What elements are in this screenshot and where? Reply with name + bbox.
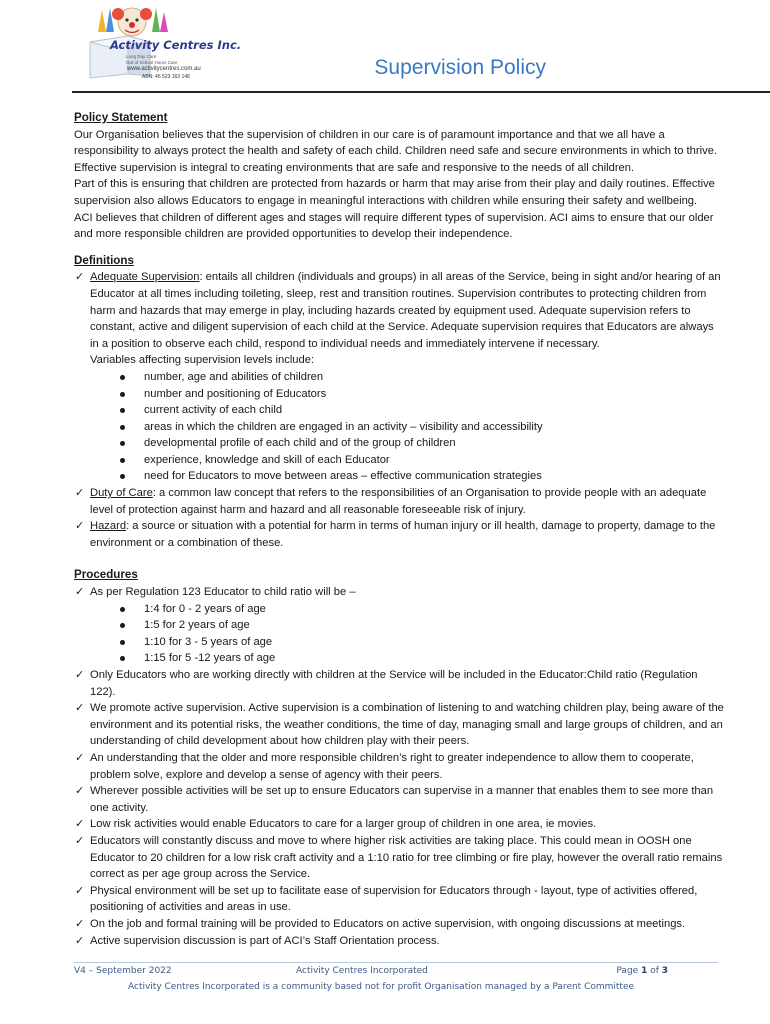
bullet-icon bbox=[120, 474, 125, 479]
procedure-text: Physical environment will be set up to facilitate ease of supervision for Educators through - layout, type of activities offered, positioning of activities and areas in use. bbox=[90, 884, 698, 914]
checkmark-icon: ✓ bbox=[75, 833, 85, 847]
checkmark-icon: ✓ bbox=[75, 750, 85, 764]
logo-tagline bbox=[126, 54, 178, 66]
procedure-item bbox=[74, 816, 724, 833]
checkmark-icon: ✓ bbox=[75, 668, 85, 681]
list-item bbox=[120, 601, 724, 618]
procedure-item bbox=[74, 667, 724, 700]
footer-version: V4 – September 2022 bbox=[74, 966, 172, 976]
bullet-icon bbox=[120, 458, 125, 463]
page-header bbox=[0, 0, 770, 96]
policy-paragraph: Our Organisation believes that the supervision of children in our care is of paramount importance and that we all have a responsibility to always protect the health and safety of each child. Children need safe and secure environments in which to thrive. Effective supervision is integral to creating environments that are safe and responsive to the needs of all children. bbox=[74, 128, 718, 174]
ratio-text: 1:5 for 2 years of age bbox=[144, 619, 250, 632]
document-body bbox=[74, 110, 724, 949]
checkmark-icon: ✓ bbox=[75, 883, 85, 897]
definition-duty-of-care bbox=[74, 485, 724, 518]
footer-row bbox=[74, 966, 718, 980]
definition-term: Adequate Supervision bbox=[90, 271, 200, 284]
bullet-icon bbox=[120, 623, 125, 628]
variable-text: experience, knowledge and skill of each Educator bbox=[144, 453, 390, 466]
ratio-list bbox=[120, 601, 724, 667]
procedure-item bbox=[74, 700, 724, 750]
procedure-item bbox=[74, 750, 724, 783]
ratio-text: 1:15 for 5 -12 years of age bbox=[144, 652, 276, 665]
definition-text: : a source or situation with a potential for harm in terms of human injury or ill health, damage to property, damage to the environment or a combination of these. bbox=[90, 520, 716, 549]
checkmark-icon: ✓ bbox=[75, 270, 85, 284]
list-item bbox=[120, 435, 724, 452]
policy-paragraph: Part of this is ensuring that children are protected from hazards or harm that may arise from their play and daily routines. Effective supervision also allows Educators to engage in meaningful interactions with children while ensuring their safety and wellbeing. bbox=[74, 178, 715, 207]
logo-tagline-1: Long Day Care bbox=[126, 54, 157, 59]
procedure-text: On the job and formal training will be provided to Educators on active supervision, with ongoing discussions at meetings. bbox=[90, 917, 686, 930]
procedure-text: Educators will constantly discuss and move to where higher risk activities are taking place. This could mean in OOSH one Educator to 20 children for a low risk craft activity and a 1:10 ratio for tree climbing or fire play, however the overall ratio remains correct as per age group across the Service. bbox=[90, 834, 723, 881]
logo-url: www.activitycentres.com.au bbox=[127, 66, 201, 72]
procedure-ratio bbox=[74, 584, 724, 667]
variable-text: areas in which the children are engaged in an activity – visibility and accessibility bbox=[144, 420, 543, 433]
checkmark-icon: ✓ bbox=[75, 701, 85, 715]
logo-tagline-2: Out of School Hours Care bbox=[126, 60, 178, 65]
procedure-item bbox=[74, 883, 724, 916]
bullet-icon bbox=[120, 408, 125, 413]
procedure-item bbox=[74, 916, 724, 933]
bullet-icon bbox=[120, 607, 125, 612]
header-divider bbox=[72, 91, 770, 93]
list-item bbox=[120, 402, 724, 419]
definitions-heading: Definitions bbox=[74, 253, 134, 267]
definition-hazard bbox=[74, 518, 724, 551]
variables-list bbox=[120, 369, 724, 485]
list-item bbox=[120, 369, 724, 386]
bullet-icon bbox=[120, 441, 125, 446]
policy-statement-heading: Policy Statement bbox=[74, 111, 168, 124]
variable-text: number and positioning of Educators bbox=[144, 387, 327, 400]
footer-note: Activity Centres Incorporated is a community based not for profit Organisation managed by a Parent Committee bbox=[128, 982, 635, 992]
list-item bbox=[120, 468, 724, 485]
list-item bbox=[120, 386, 724, 403]
procedure-text: We promote active supervision. Active supervision is a combination of listening to and watching children play, being aware of the environment and its potential risks, the weather conditions, the time of day, managing small and large groups of children, and an understanding of child development about how children play with their peers. bbox=[90, 702, 724, 748]
definition-adequate-supervision bbox=[74, 269, 724, 485]
company-logo bbox=[80, 2, 250, 86]
footer-org: Activity Centres Incorporated bbox=[296, 966, 428, 976]
ratio-text: 1:4 for 0 - 2 years of age bbox=[144, 602, 266, 615]
list-item bbox=[120, 650, 724, 667]
bullet-icon bbox=[120, 656, 125, 661]
page-current: 1 bbox=[641, 966, 648, 976]
procedure-item bbox=[74, 833, 724, 883]
variables-intro: Variables affecting supervision levels include: bbox=[90, 354, 315, 367]
list-item bbox=[120, 419, 724, 436]
procedure-text: Wherever possible activities will be set up to ensure Educators can supervise in a manner that enables them to see more than one activity. bbox=[90, 785, 714, 814]
variable-text: current activity of each child bbox=[144, 404, 283, 417]
page-total: 3 bbox=[661, 966, 668, 976]
checkmark-icon: ✓ bbox=[75, 486, 85, 500]
procedure-item bbox=[74, 933, 724, 950]
page-of: of bbox=[647, 966, 662, 976]
checkmark-icon: ✓ bbox=[75, 784, 85, 798]
list-item bbox=[120, 634, 724, 651]
ratio-text: 1:10 for 3 - 5 years of age bbox=[144, 635, 273, 648]
procedure-text: Active supervision discussion is part of ACI’s Staff Orientation process. bbox=[90, 934, 440, 947]
checkmark-icon: ✓ bbox=[75, 933, 85, 947]
checkmark-icon: ✓ bbox=[75, 519, 85, 533]
definition-term: Duty of Care bbox=[90, 487, 153, 500]
variable-text: developmental profile of each child and of the group of children bbox=[144, 437, 456, 450]
bullet-icon bbox=[120, 375, 125, 380]
definition-text: : a common law concept that refers to the responsibilities of an Organisation to provide people with an adequate level of protection against harm and hazard and all reasonable foreseeable risk of injury. bbox=[90, 487, 707, 516]
variable-text: number, age and abilities of children bbox=[144, 370, 324, 383]
definition-term: Hazard bbox=[90, 520, 127, 533]
definitions-list bbox=[74, 269, 724, 551]
logo-name: Activity Centres Inc. bbox=[110, 38, 242, 52]
list-item bbox=[120, 617, 724, 634]
page-label: Page bbox=[616, 966, 642, 976]
ratio-intro: As per Regulation 123 Educator to child ratio will be – bbox=[90, 586, 356, 599]
checkmark-icon: ✓ bbox=[75, 585, 85, 599]
procedures-list bbox=[74, 584, 724, 949]
procedure-item bbox=[74, 783, 724, 816]
logo-abn: ABN: 46 523 163 148 bbox=[142, 74, 190, 80]
checkmark-icon: ✓ bbox=[75, 817, 85, 831]
procedure-text: Low risk activities would enable Educators to care for a larger group of children in one area, ie movies. bbox=[90, 818, 597, 831]
list-item bbox=[120, 452, 724, 469]
bullet-icon bbox=[120, 425, 125, 430]
variable-text: need for Educators to move between areas – effective communication strategies bbox=[144, 470, 542, 483]
footer-divider bbox=[74, 962, 718, 963]
procedures-heading: Procedures bbox=[74, 568, 138, 582]
policy-paragraph: ACI believes that children of different ages and stages will require different types of supervision. ACI aims to ensure that our older and more responsible children are provided opportunities to develop their independence. bbox=[74, 211, 714, 241]
bullet-icon bbox=[120, 640, 125, 645]
procedure-text: Only Educators who are working directly with children at the Service will be included in the Educator:Child ratio (Regulation 122). bbox=[90, 669, 698, 698]
definition-text: : entails all children (individuals and groups) in all areas of the Service, being in sight and/or hearing of an Educator at all times including toileting, sleep, rest and transition routines. Supervision contributes to protecting children from harm and hazards that may emerge in play, including hazards created by equipment used. Adequate supervision refers to constant, active and diligent supervision of each child at the Service. Adequate supervision requires that Educators are always in a position to observe each child, respond to individual needs and immediately intervene if necessary. bbox=[90, 271, 721, 350]
procedure-text: An understanding that the older and more responsible children’s right to greater independence to allow them to cooperate, problem solve, explore and develop a sense of agency with their peers. bbox=[90, 751, 694, 781]
bullet-icon bbox=[120, 392, 125, 397]
footer-page-number bbox=[616, 966, 668, 976]
checkmark-icon: ✓ bbox=[75, 916, 85, 930]
page-title: Supervision Policy bbox=[374, 56, 546, 79]
